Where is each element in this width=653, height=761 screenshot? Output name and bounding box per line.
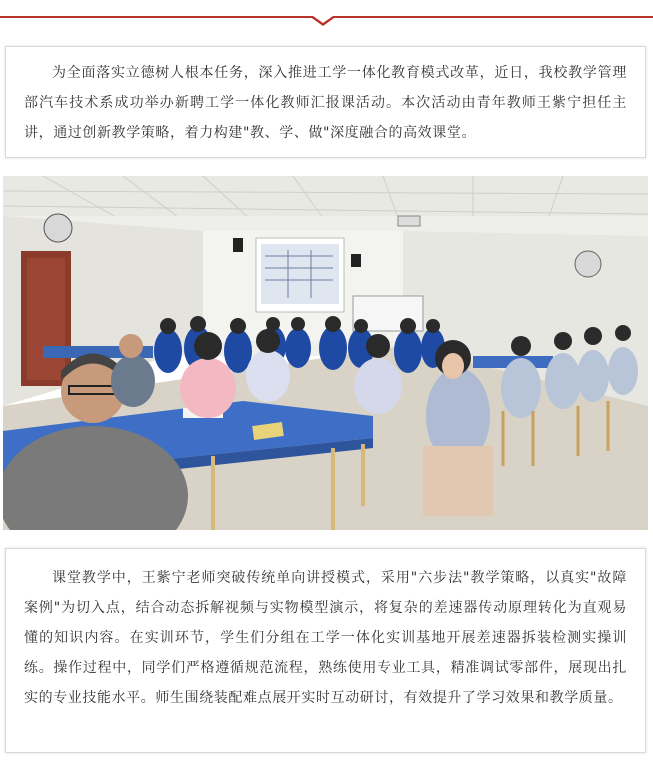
classroom-photo-illustration (3, 176, 648, 530)
intro-paragraph: 为全面落实立德树人根本任务，深入推进工学一体化教育模式改革，近日，我校教学管理部汽车技术系成功举办新聘工学一体化教师汇报课活动。本次活动由青年教师王紫宁担任主讲，通过创新教学策略，着力构建"教、学、做"深度融合的高效课堂。 (24, 65, 627, 141)
body-card (5, 548, 646, 753)
intro-card (5, 46, 646, 158)
classroom-photo (3, 176, 648, 530)
body-paragraph: 课堂教学中，王紫宁老师突破传统单向讲授模式，采用"六步法"教学策略，以真实"故障案例"为切入点，结合动态拆解视频与实物模型演示，将复杂的差速器传动原理转化为直观易懂的知识内容。在实训环节，学生们分组在工学一体化实训基地开展差速器拆装检测实操训练。操作过程中，同学们严格遵循规范流程，熟练使用专业工具，精准调试零部件，展现出扎实的专业技能水平。师生围绕装配难点展开实时互动研讨，有效提升了学习效果和教学质量。 (24, 570, 627, 706)
header-notch-inner (313, 16, 333, 23)
